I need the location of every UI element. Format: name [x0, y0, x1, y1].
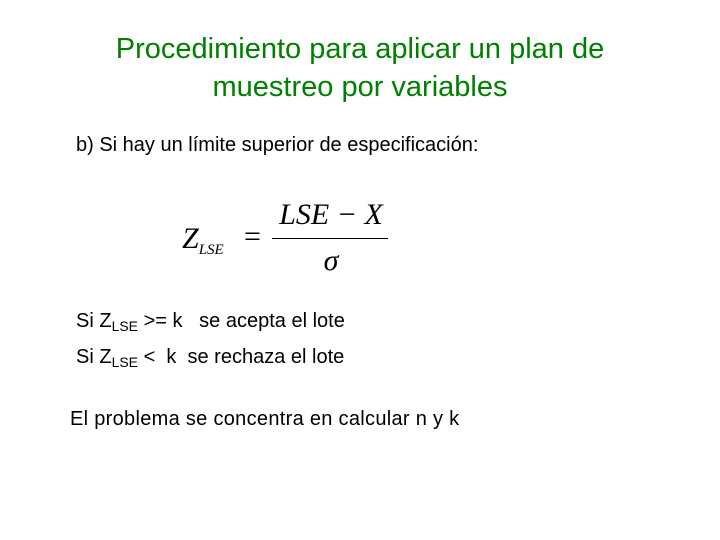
rule-accept-prefix: Si Z	[76, 310, 112, 332]
rule-accept	[76, 306, 345, 342]
rule-reject-subscript: LSE	[111, 354, 139, 370]
formula-fraction-bar	[272, 238, 388, 239]
slide-title-line-2: muestreo por variables	[212, 71, 508, 103]
rule-reject-text: < k se rechaza el lote	[138, 346, 345, 368]
z-lse-formula	[182, 198, 402, 280]
rule-reject-prefix: Si Z	[76, 346, 112, 368]
formula-lhs-symbol: Z	[182, 222, 199, 255]
decision-rules	[76, 306, 345, 378]
formula-numerator: LSE − X	[279, 198, 383, 231]
slide-title-line-1: Procedimiento para aplicar un plan de	[115, 33, 605, 65]
rule-reject	[76, 342, 345, 378]
formula-lhs-subscript: LSE	[198, 242, 224, 258]
subheading: b) Si hay un límite superior de especificación:	[76, 134, 479, 156]
formula-lhs	[182, 222, 224, 259]
rule-accept-subscript: LSE	[111, 318, 139, 334]
formula-denominator: σ	[323, 244, 339, 277]
slide-title	[0, 30, 720, 106]
formula-equals-sign: =	[244, 220, 261, 253]
rule-accept-text: >= k se acepta el lote	[138, 310, 345, 332]
closing-note: El problema se concentra en calcular n y k	[70, 408, 460, 430]
